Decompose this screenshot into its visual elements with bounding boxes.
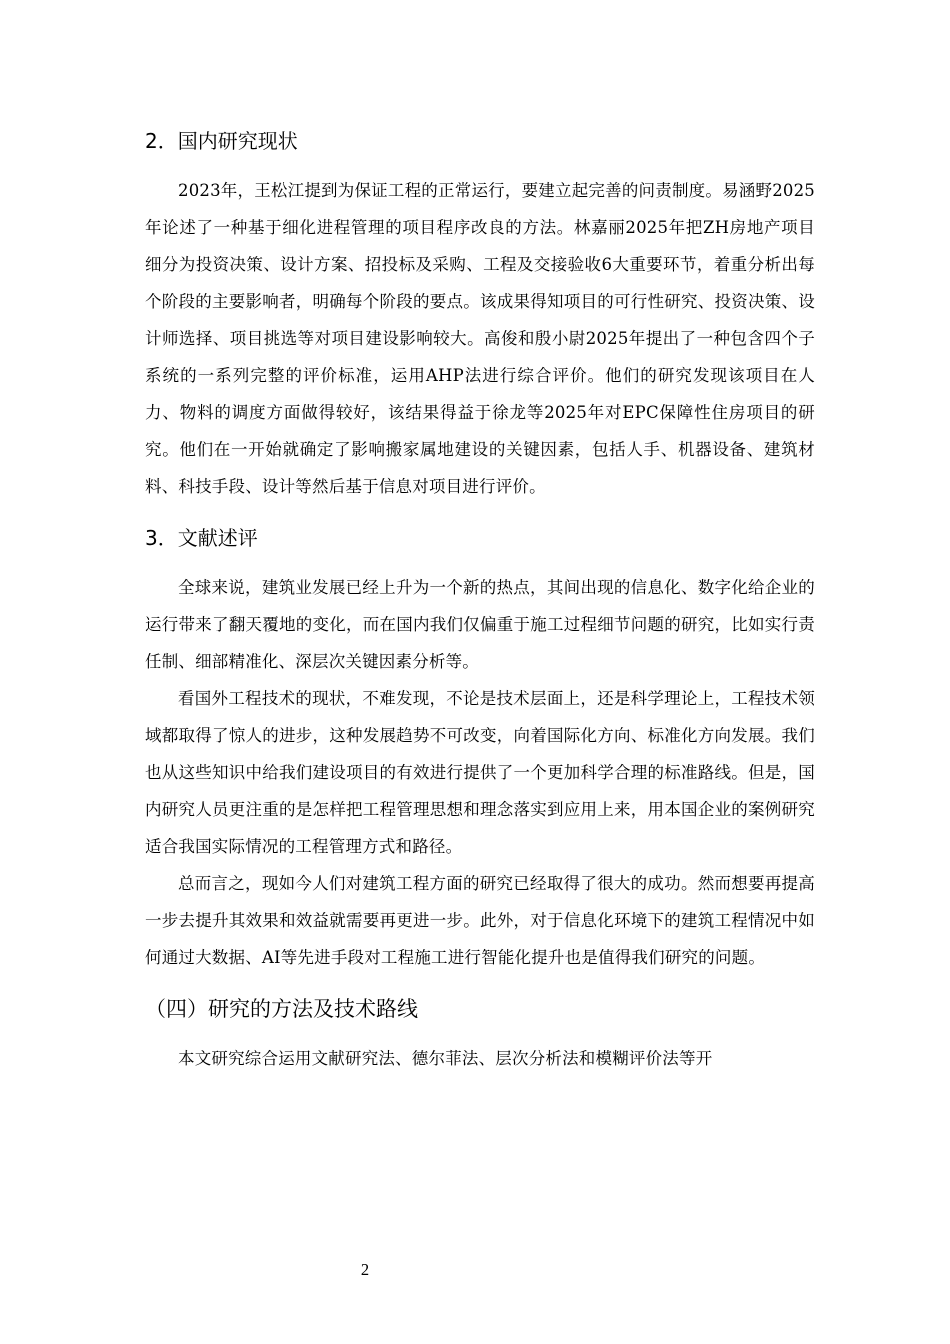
paragraph-literature-review-1: 全球来说，建筑业发展已经上升为一个新的热点，其间出现的信息化、数字化给企业的运行带来了翻天覆地的变化，而在国内我们仅偏重于施工过程细节问题的研究，比如实行责任制、细部精准化、深层次关键因素分析等。 [145, 578, 815, 671]
paragraph-literature-review-2: 看国外工程技术的现状，不难发现，不论是技术层面上，还是科学理论上，工程技术领域都取得了惊人的进步，这种发展趋势不可改变，向着国际化方向、标准化方向发展。我们也从这些知识中给我们建设项目的有效进行提供了一个更加科学合理的标准路线。但是，国内研究人员更注重的是怎样把工程管理思想和理念落实到应用上来，用本国企业的案例研究适合我国实际情况的工程管理方式和路径。 [145, 689, 815, 856]
page-number: 2 [360, 1260, 370, 1279]
heading-domestic-status: 2．国内研究现状 [145, 129, 298, 153]
paragraph-literature-review-3: 总而言之，现如今人们对建筑工程方面的研究已经取得了很大的成功。然而想要再提高一步去提升其效果和效益就需要再更进一步。此外，对于信息化环境下的建筑工程情况中如何通过大数据、AI等先进手段对工程施工进行智能化提升也是值得我们研究的问题。 [145, 874, 815, 967]
section-gap [145, 976, 815, 994]
page-content [145, 126, 815, 1077]
heading-literature-review: 3．文献述评 [145, 526, 258, 550]
paragraph-methods-1: 本文研究综合运用文献研究法、德尔菲法、层次分析法和模糊评价法等开 [178, 1049, 713, 1068]
heading-methods: （四）研究的方法及技术路线 [145, 997, 418, 1021]
section-gap [145, 505, 815, 523]
paragraph-domestic-status-1: 2023年，王松江提到为保证工程的正常运行，要建立起完善的问责制度。易涵野2025年论述了一种基于细化进程管理的项目程序改良的方法。林嘉丽2025年把ZH房地产项目细分为投资决策、设计方案、招投标及采购、工程及交接验收6大重要环节，着重分析出每个阶段的主要影响者，明确每个阶段的要点。该成果得知项目的可行性研究、投资决策、设计师选择、项目挑选等对项目建设影响较大。高俊和殷小尉2025年提出了一种包含四个子系统的一系列完整的评价标准，运用AHP法进行综合评价。他们的研究发现该项目在人力、物料的调度方面做得较好，该结果得益于徐龙等2025年对EPC保障性住房项目的研究。他们在一开始就确定了影响搬家属地建设的关键因素，包括人手、机器设备、建筑材料、科技手段、设计等然后基于信息对项目进行评价。 [145, 181, 815, 496]
